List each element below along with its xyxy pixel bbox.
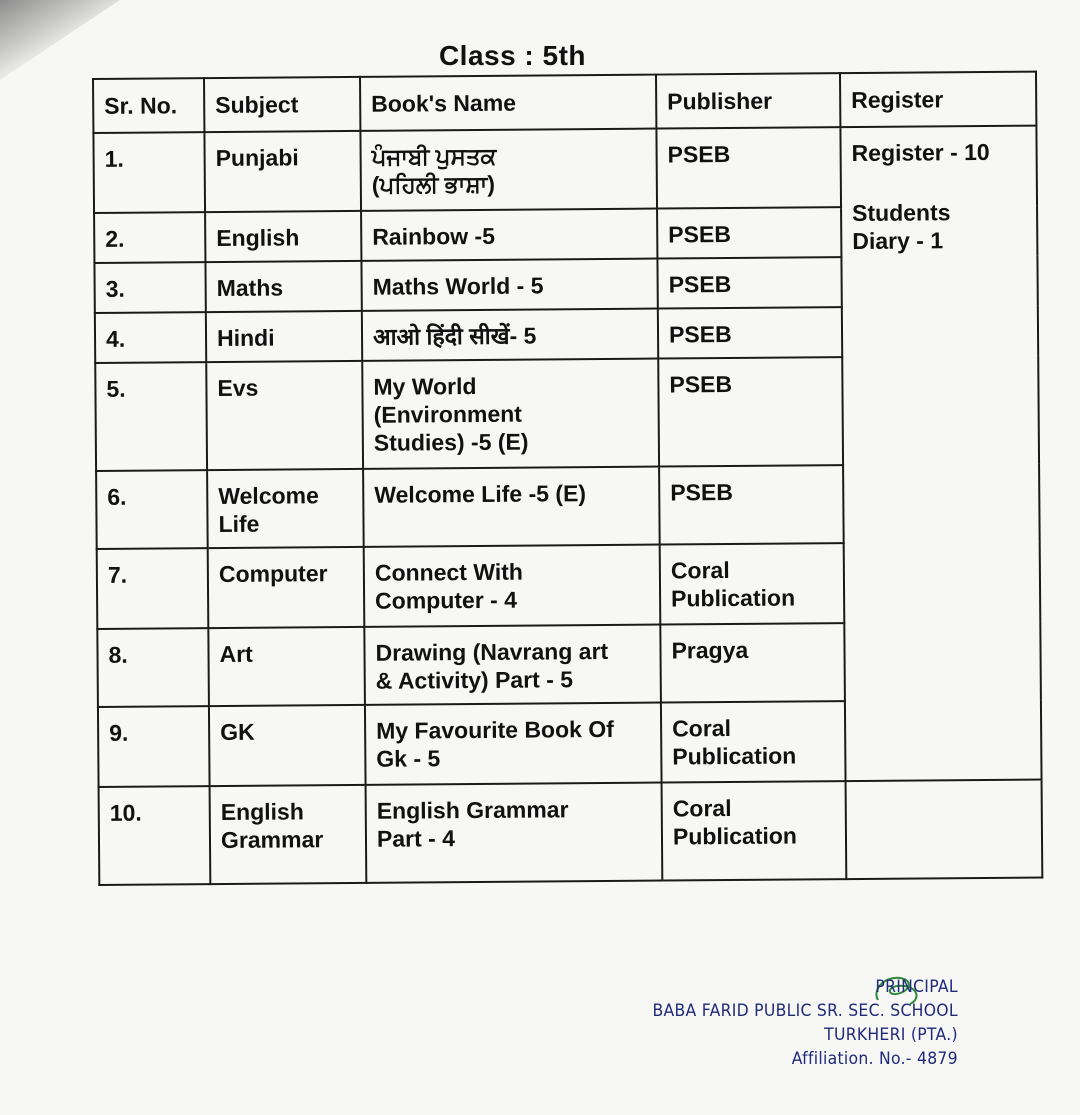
cell-sr-no: 1. [93, 132, 205, 213]
cell-publisher-line: PSEB [668, 320, 732, 348]
cell-publisher [657, 207, 841, 258]
header-sr-no: Sr. No. [93, 78, 204, 133]
cell-subject-line: Art [219, 640, 253, 668]
cell-subject-line: Punjabi [215, 144, 299, 172]
cell-book-name-line: Studies) -5 (E) [373, 428, 529, 456]
cell-book-name-line: Rainbow -5 [372, 222, 496, 250]
cell-book-name [361, 209, 657, 261]
cell-publisher-line: Publication [672, 822, 798, 850]
cell-book-name-line: (ਪਹਿਲੀ ਭਾਸ਼ਾ) [371, 170, 496, 198]
cell-publisher-line: PSEB [667, 140, 731, 168]
cell-subject-line: Evs [217, 374, 259, 402]
cell-subject-line: Welcome [218, 482, 319, 510]
cell-publisher-line: Coral [672, 715, 732, 742]
cell-publisher-line: PSEB [669, 370, 733, 398]
cell-subject [210, 785, 367, 884]
cell-sr-no: 2. [94, 212, 205, 263]
cell-book-name [360, 129, 657, 211]
cell-sr-no: 9. [98, 706, 210, 787]
cell-register-empty [846, 780, 1043, 880]
cell-book-name-line: Connect With [374, 558, 523, 586]
cell-subject [205, 261, 361, 312]
cell-publisher-line: Publication [672, 742, 797, 770]
cell-subject-line: Grammar [220, 826, 324, 854]
stamp-line-principal: PRINCIPAL [875, 977, 958, 997]
cell-subject-line: Maths [216, 274, 284, 302]
cell-publisher [660, 623, 845, 702]
register-note-line: Diary - 1 [852, 227, 944, 255]
cell-subject [208, 547, 365, 628]
cell-publisher-line: Pragya [671, 636, 749, 664]
cell-publisher [662, 781, 847, 880]
cell-publisher [658, 307, 842, 358]
cell-subject [209, 705, 366, 786]
cell-subject-line: Computer [218, 560, 328, 588]
book-list-sheet [92, 71, 1043, 886]
table-header-row [93, 72, 1036, 133]
header-publisher: Publisher [656, 73, 840, 128]
cell-sr-no: 5. [95, 362, 207, 471]
cell-book-name-line: My World [373, 372, 477, 400]
cell-book-name [364, 625, 661, 705]
cell-publisher-line: Coral [670, 557, 730, 584]
cell-book-name [362, 309, 658, 361]
cell-sr-no: 6. [96, 470, 208, 549]
cell-subject-line: English [220, 798, 304, 826]
table-row [99, 780, 1043, 885]
cell-publisher-line: Publication [671, 584, 796, 612]
stamp-line-location: TURKHERI (PTA.) [824, 1025, 958, 1045]
cell-publisher [661, 701, 846, 782]
cell-book-name [364, 545, 661, 627]
cell-book-name-line: Gk - 5 [376, 745, 441, 772]
cell-sr-no: 10. [99, 786, 211, 885]
cell-book-name-line: Maths World - 5 [372, 272, 544, 300]
book-list-table [92, 71, 1043, 886]
stamp-line-school: BABA FARID PUBLIC SR. SEC. SCHOOL [652, 1001, 958, 1021]
cell-publisher [657, 257, 841, 308]
header-book-name: Book's Name [360, 75, 656, 131]
cell-sr-no: 3. [94, 262, 205, 313]
register-note-line: Register - 10 [851, 138, 990, 167]
cell-book-name [366, 783, 663, 883]
cell-publisher [660, 543, 845, 624]
cell-subject [206, 361, 363, 470]
cell-publisher-line: PSEB [668, 220, 731, 248]
cell-register-notes [840, 126, 1041, 782]
page-title: Class : 5th [438, 40, 587, 71]
cell-book-name [365, 703, 662, 785]
table-body [93, 126, 1042, 885]
cell-sr-no: 4. [95, 312, 206, 363]
principal-stamp [653, 975, 958, 1071]
cell-publisher [658, 357, 843, 466]
cell-book-name-line: आओ हिंदी सीखें- 5 [372, 322, 537, 350]
table-row [93, 126, 1037, 213]
cell-book-name-line: Drawing (Navrang art [375, 637, 609, 666]
cell-subject [208, 627, 365, 706]
cell-book-name-line: & Activity) Part - 5 [375, 666, 574, 694]
register-note-line: Students [851, 199, 951, 227]
cell-subject [206, 311, 362, 362]
cell-publisher [656, 127, 841, 208]
stamp-line-affiliation: Affiliation. No.- 4879 [791, 1049, 958, 1069]
cell-book-name-line: Computer - 4 [375, 586, 518, 614]
cell-publisher-line: PSEB [670, 478, 734, 506]
cell-book-name-line: English Grammar [376, 796, 569, 824]
cell-publisher [659, 465, 844, 544]
cell-subject [205, 211, 361, 262]
cell-sr-no: 8. [97, 628, 209, 707]
cell-book-name-line: ਪੰਜਾਬੀ ਪੁਸਤਕ [371, 142, 497, 170]
header-subject: Subject [204, 77, 360, 132]
cell-subject [207, 469, 364, 548]
cell-subject [204, 131, 361, 212]
cell-book-name-line: Welcome Life -5 (E) [374, 480, 587, 508]
cell-subject-line: Life [218, 510, 260, 538]
cell-sr-no: 7. [97, 548, 209, 629]
cell-subject-line: English [216, 224, 300, 252]
cell-book-name-line: Part - 4 [376, 825, 456, 852]
cell-book-name [361, 259, 657, 311]
cell-publisher-line: PSEB [668, 270, 732, 298]
cell-book-name-line: My Favourite Book Of [376, 715, 614, 744]
cell-subject-line: GK [220, 718, 255, 746]
cell-book-name [363, 467, 660, 547]
header-register: Register [840, 72, 1036, 128]
cell-subject-line: Hindi [216, 324, 275, 352]
cell-book-name [362, 359, 659, 469]
cell-publisher-line: Coral [672, 794, 732, 822]
cell-book-name-line: (Environment [373, 400, 522, 428]
